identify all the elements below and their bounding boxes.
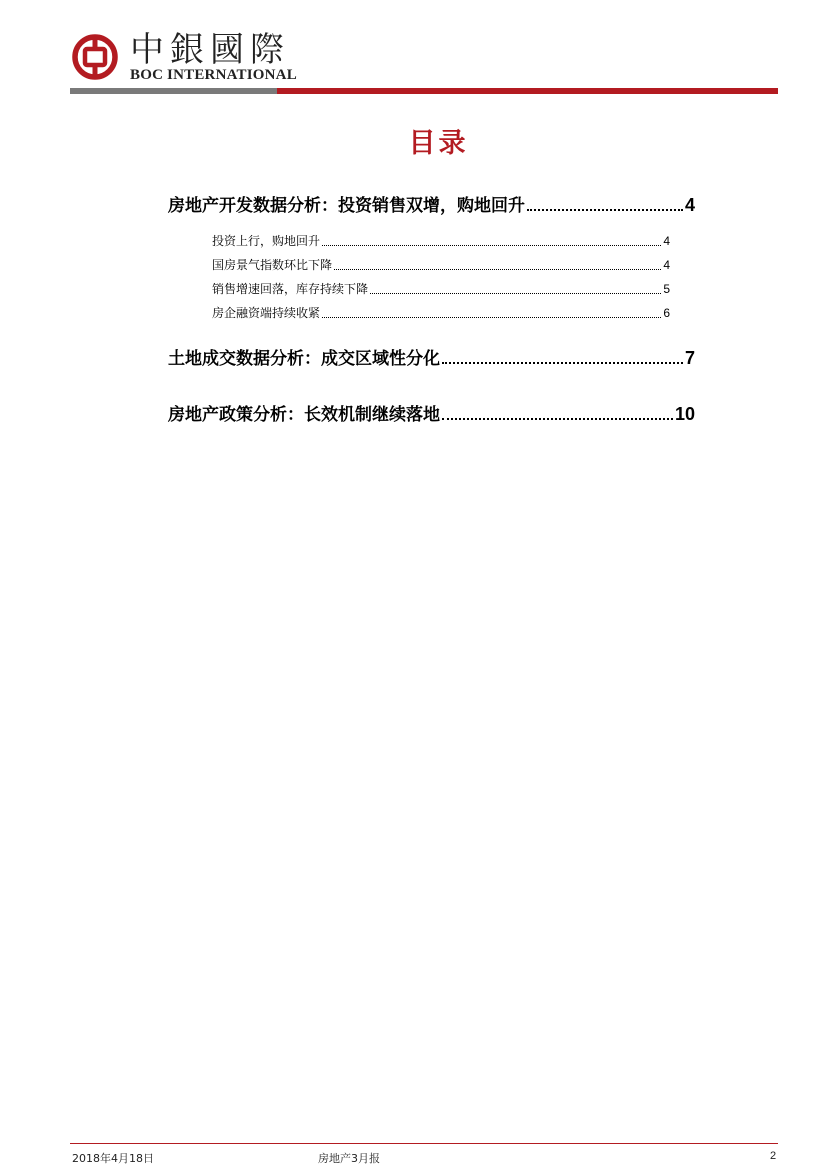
toc-entry-1-1[interactable] [212,232,670,249]
toc-entry-label: 销售增速回落，库存持续下降 [212,282,369,296]
toc-entry-page: 4 [684,195,695,215]
toc-entry-label: 投资上行，购地回升 [212,234,321,248]
toc-entry-page: 7 [684,348,695,368]
logo-english-name: BOC INTERNATIONAL [130,67,297,83]
toc-entry-1[interactable] [168,191,695,216]
toc-entry-2[interactable] [168,344,695,369]
footer-date: 2018年4月18日 [72,1152,154,1165]
header-divider-red [277,88,778,94]
toc-entry-page: 4 [663,234,670,248]
toc-leader-dots [334,269,661,270]
toc-entry-page: 6 [663,306,670,320]
logo-chinese-name: 中銀國際 [130,30,290,70]
toc-leader-dots [322,245,661,246]
footer-divider [70,1143,778,1144]
toc-entry-label: 房企融资端持续收紧 [212,306,321,320]
toc-entry-1-4[interactable] [212,304,670,321]
toc-entry-3[interactable] [168,400,695,425]
toc-entry-label: 国房景气指数环比下降 [212,258,333,272]
toc-leader-dots [322,317,661,318]
toc-entry-page: 4 [663,258,670,272]
toc-leader-dots [442,418,673,420]
toc-entry-label: 土地成交数据分析：成交区域性分化 [168,349,440,369]
header-divider-gray [70,88,277,94]
toc-entry-label: 房地产开发数据分析：投资销售双增，购地回升 [168,196,525,216]
toc-entry-1-2[interactable] [212,256,670,273]
toc-leader-dots [442,362,683,364]
toc-entry-page: 10 [674,404,695,424]
footer-report-name: 房地产3月报 [318,1152,380,1165]
toc-leader-dots [527,209,683,211]
toc-entry-page: 5 [663,282,670,296]
boc-logo-icon [72,34,118,80]
toc-leader-dots [370,293,661,294]
footer-page-number: 2 [770,1150,777,1162]
toc-title: 目录 [408,128,469,159]
toc-entry-1-3[interactable] [212,280,670,297]
toc-entry-label: 房地产政策分析：长效机制继续落地 [168,405,440,425]
